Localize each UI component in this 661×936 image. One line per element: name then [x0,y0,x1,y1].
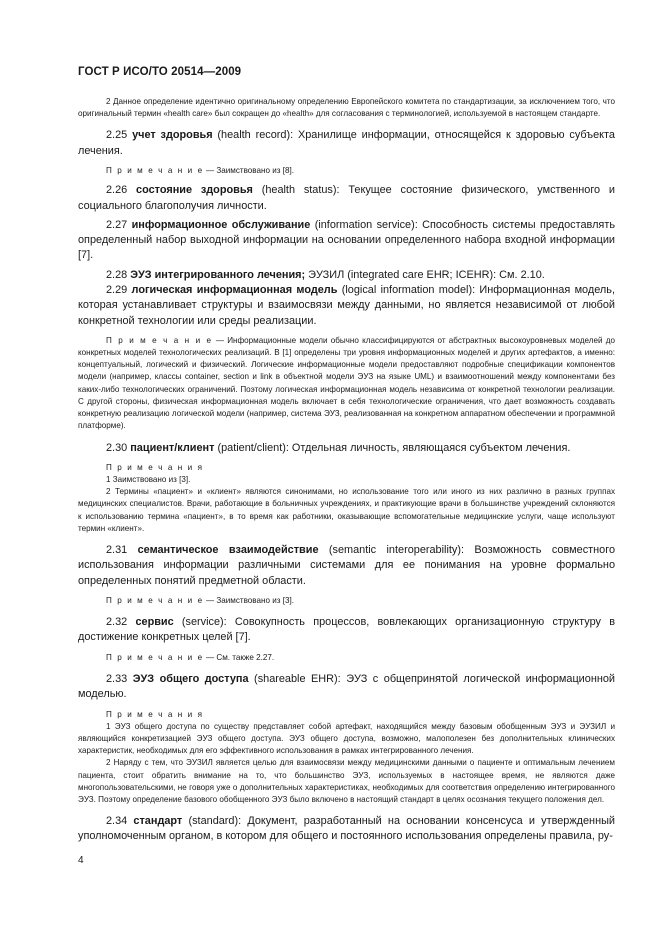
definition-body: (logical information model): Информационная модель, которая устанавливает структуры и взаимосвязи между данными, но является независимой от любой конкретной технологии или среды реализации. [78,283,615,327]
definition-2-32 [78,615,615,646]
definition-number: 2.29 [106,283,128,296]
document-body [78,96,615,845]
definition-number: 2.25 [106,129,128,142]
note-label: П р и м е ч а н и е [106,595,204,605]
page-number: 4 [78,855,84,866]
definition-term: пациент/клиент [130,441,215,454]
note-text: — См. также 2.27. [203,652,275,662]
definition-body: (health record): Хранилище информации, относящейся к здоровью субъекта лечения. [78,129,615,157]
definition-body: ЭУЗИЛ (integrated care EHR; ICEHR): См. 2.10. [305,268,545,281]
definition-2-26 [78,183,615,214]
definition-2-30 [78,441,615,456]
definition-number: 2.26 [106,184,128,197]
definition-2-29 [78,283,615,329]
note-paragraph: 1 Заимствовано из [3]. [106,475,191,484]
definition-2-31 [78,543,615,589]
note-paragraph: 1 ЭУЗ общего доступа по существу представляет собой артефакт, находящийся между базовым обобщенным ЭУЗ и ЭУЗИЛ и являющийся конкретизацией ЭУЗ общего доступа. ЭУЗ общего доступа, возможно, малополезен без дополнительных клинических характеристик, необходимых для его эффективного использования в рамках интегрированного лечения. [78,721,615,756]
note-paragraph [78,595,615,607]
notes-heading: П р и м е ч а н и я [106,462,204,472]
definition-body: (information service): Способность системы предоставлять определенный набор выходной информации на основании определенного набора входной информации [7]. [78,218,615,262]
note-paragraph [78,652,615,664]
definition-term: состояние здоровья [136,184,253,197]
definition-term: информационное обслуживание [131,218,311,231]
note-label: П р и м е ч а н и е [106,166,204,175]
definition-body: (standard): Документ, разработанный на основании консенсуса и утвержденный уполномоченным органом, в котором для общего и постоянного использования определены правила, ру- [78,815,615,843]
definition-number: 2.28 [106,268,128,281]
definition-body: (patient/client): Отдельная личность, являющаяся субъектом лечения. [214,441,571,454]
definition-2-27 [78,218,615,264]
note-text: — Заимствовано из [3]. [203,595,294,605]
definition-term: стандарт [133,815,183,828]
note-paragraph: 2 Данное определение идентично оригинальному определению Европейского комитета по стандартизации, за исключением того, что оригинальный термин «health care» был сокращен до «health» для согласования с терминологией, используемой в настоящем стандарте. [78,97,615,119]
definition-number: 2.31 [106,544,128,557]
definition-number: 2.33 [106,672,128,685]
definition-body: (semantic interoperability): Возможность совместного использования информации различными системами для ее понимания на уровне формально определенных понятий предметной области. [78,544,615,587]
note-paragraph: 2 Наряду с тем, что ЭУЗИЛ является целью для взаимосвязи между медицинскими данными о пациенте и оптимальным лечением пациента, стоит обратить внимание на то, что большинство ЭУЗ, используемых в настоящее время, не являются даже многопользовательскими, не говоря уже о дополнительных характеристиках, необходимых для соответствия определению интегрированного ЭУЗ. Поэтому определение базового обобщенного ЭУЗ было включено в настоящий стандарт в целях осознания текущего положения дел. [78,758,615,804]
definition-2-28 [78,268,615,283]
note-paragraph: 2 Термины «пациент» и «клиент» являются синонимами, но использование того или иного из них различно в разных группах медицинских специалистов. Врачи, работающие в больничных учреждениях, и практикующие врачи в большинстве учреждений склоняются к использованию термина «пациент», в то время как работники, оказывающие вспомогательные медицинские услуги, чаще используют термин «клиент». [78,487,615,533]
definition-term: логическая информационная модель [131,283,338,296]
definition-number: 2.27 [106,218,128,231]
definition-term: семантическое взаимодействие [137,544,319,557]
note-text: — Информационные модели обычно классифицируются от абстрактных высокоуровневых моделей до конкретных моделей технологических реализаций. В [1] определены три уровня информационных моделей и других артефактов, а именно: концептуальный, логический и физический. Логические информационные модели предоставляют подробные спецификации компонентов модели (например, классы container, section и link в объектной модели ЭУЗ на языке UML) и взаимоотношений между компонентами без каких-либо технологических ограничений. Поэтому логическая информационная модель независима от конкретной технологии реализации. С другой стороны, физическая информационная модель включает в себя технологические ограничения, что дает возможность создавать конкретную реализацию логической модели (например, система ЭУЗ, реализованная на конкретном аппаратном обеспечении и программной платформе). [78,335,615,431]
note-paragraph [78,165,615,177]
definition-number: 2.30 [106,441,128,454]
definition-number: 2.32 [106,616,128,629]
definition-2-33 [78,672,615,703]
definition-body: (health status): Текущее состояние физического, умственного и социального благополучия личности. [78,184,616,212]
note-text: — Заимствовано из [8]. [203,166,294,175]
definition-number: 2.34 [106,815,128,828]
definition-body: (service): Совокупность процессов, вовлекающих организационную структуру в достижение конкретных целей [7]. [78,616,616,644]
definition-2-25 [78,128,615,159]
definition-term: сервис [135,616,174,629]
note-paragraph [78,335,615,433]
definition-term: ЭУЗ интегрированного лечения; [130,268,306,281]
note-label: П р и м е ч а н и е [106,335,213,345]
notes-heading: П р и м е ч а н и я [106,709,204,719]
note-label: П р и м е ч а н и е [106,652,204,662]
definition-2-34 [78,814,615,845]
definition-term: ЭУЗ общего доступа [132,672,249,685]
definition-body: (shareable EHR): ЭУЗ с общепринятой логической информационной моделью. [78,672,615,701]
definition-term: учет здоровья [132,129,213,142]
document-header: ГОСТ Р ИСО/ТО 20514—2009 [78,66,242,78]
